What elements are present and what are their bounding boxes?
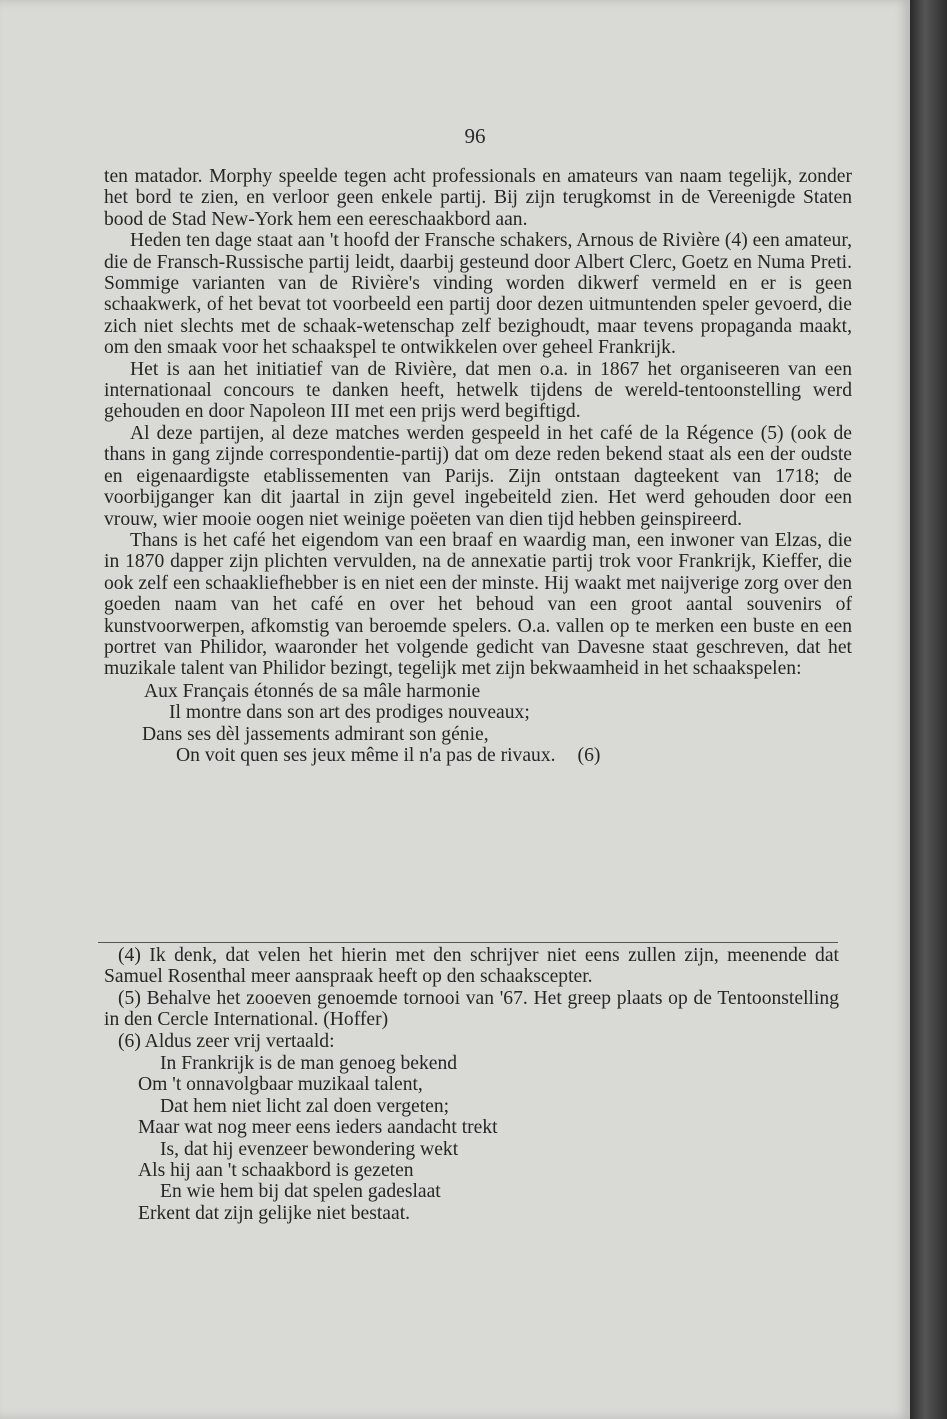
translation-line: En wie hem bij dat spelen gadeslaat xyxy=(160,1181,441,1203)
book-spine-edge xyxy=(910,0,947,1419)
footnote-reference: (6) xyxy=(577,744,601,766)
translation-line: Dat hem niet licht zal doen vergeten; xyxy=(160,1095,450,1117)
footnote-divider xyxy=(98,942,838,943)
translation-line: Is, dat hij evenzeer bewondering wekt xyxy=(160,1138,459,1160)
poem-line: Dans ses dèl jassements admirant son génie, xyxy=(142,723,489,745)
translated-poem xyxy=(104,1053,839,1224)
poem-line: Il montre dans son art des prodiges nouveaux; xyxy=(169,702,530,724)
page-number: 96 xyxy=(464,124,486,148)
footnote: (4) Ik denk, dat velen het hierin met den schrijver niet eens zullen zijn, meenende dat Samuel Rosenthal meer aanspraak heeft op den schaakscepter. xyxy=(104,945,839,988)
translation-line: In Frankrijk is de man genoeg bekend xyxy=(160,1053,458,1075)
french-poem xyxy=(104,681,852,767)
translation-line: Erkent dat zijn gelijke niet bestaat. xyxy=(138,1202,411,1224)
poem-line: Aux Français étonnés de sa mâle harmonie xyxy=(144,680,481,702)
poem-line-last xyxy=(104,745,852,766)
footnote: (6) Aldus zeer vrij vertaald: xyxy=(118,1030,335,1052)
translation-line: Maar wat nog meer eens ieders aandacht trekt xyxy=(138,1117,498,1139)
translation-line: Als hij aan 't schaakbord is gezeten xyxy=(138,1160,414,1182)
paragraph: Het is aan het initiatief van de Rivière, dat men o.a. in 1867 het organiseeren van een internationaal concours te danken heeft, hetwelk tijdens de wereld-tentoonstelling werd gehouden en door Napoleon III met een prijs werd begiftigd. xyxy=(104,358,852,423)
paragraph: Al deze partijen, al deze matches werden gespeeld in het café de la Régence (5) (ook de thans in gang zijnde correspondentie-partij) dat om deze reden bekend staat als een der oudste en eigenaardigste etablissementen van Parijs. Zijn ontstaan dagteekent van 1718; de voorbijganger kan dit jaartal in zijn gevel ingebeiteld zien. Het werd gehouden door een vrouw, wier mooie oogen niet weinige poëeten van dien tijd hebben geinspireerd. xyxy=(104,422,852,530)
body-text xyxy=(104,166,852,766)
poem-line: On voit quen ses jeux même il n'a pas de rivaux. xyxy=(176,744,556,766)
footnotes xyxy=(104,945,839,1224)
translation-line: Om 't onnavolgbaar muzikaal talent, xyxy=(138,1074,423,1096)
paragraph: ten matador. Morphy speelde tegen acht professionals en amateurs van naam tegelijk, zonder het bord te zien, en verloor geen enkele partij. Bij zijn terugkomst in de Vereenigde Staten bood de Stad New-York hem een eereschaakbord aan. xyxy=(104,166,852,230)
footnote: (5) Behalve het zooeven genoemde tornooi van '67. Het greep plaats op de Tentoonstelling in den Cercle International. (Hoffer) xyxy=(104,987,839,1031)
paragraph: Heden ten dage staat aan 't hoofd der Fransche schakers, Arnous de Rivière (4) een amateur, die de Fransch-Russische partij leidt, daarbij gesteund door Albert Clerc, Goetz en Numa Preti. Sommige varianten van de Rivière's vinding worden dikwerf vermeld en er is geen schaakwerk, of het bevat tot voorbeeld een partij door dezen uitmuntenden speler gevoerd, die zich niet slechts met de schaak-wetenschap zelf bezighoudt, maar tevens propaganda maakt, om den smaak voor het schaakspel te ontwikkelen over geheel Frankrijk. xyxy=(104,230,852,359)
paragraph: Thans is het café het eigendom van een braaf en waardig man, een inwoner van Elzas, die in 1870 dapper zijn plichten vervulden, na de annexatie partij trok voor Frankrijk, Kieffer, die ook zelf een schaakliefhebber is en niet een der minste. Hij waakt met naijverige zorg over den goeden naam van het café en over het behoud van een groot aantal souvenirs of kunstvoorwerpen, afkomstig van beroemde spelers. O.a. vallen op te merken een buste en een portret van Philidor, waaronder het volgende gedicht van Davesne staat geschreven, dat het muzikale talent van Philidor bezingt, tegelijk met zijn bekwaamheid in het schaakspelen: xyxy=(104,529,852,680)
